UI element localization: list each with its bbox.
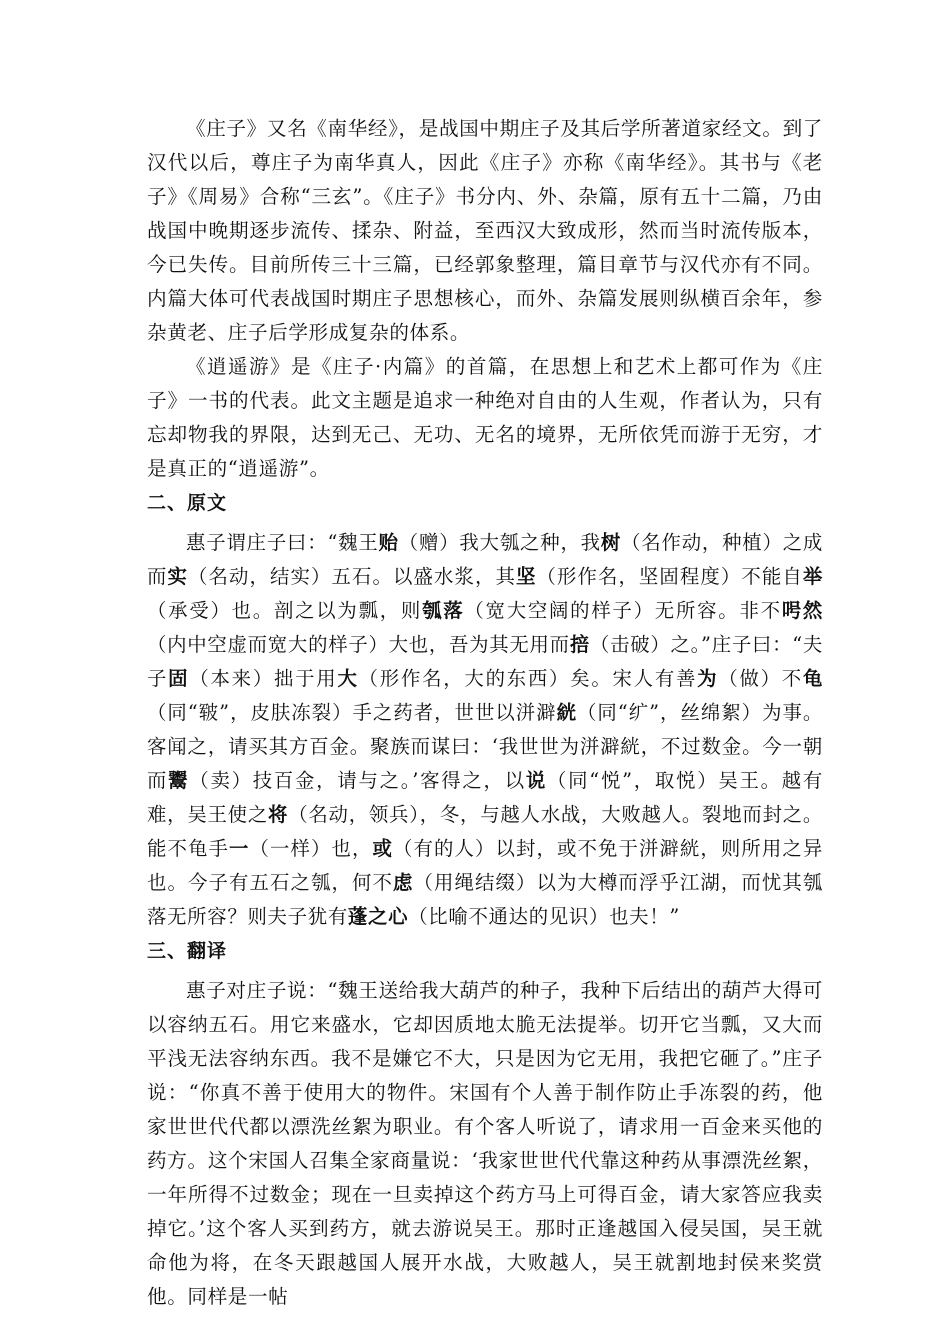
- annotated-term: 树: [600, 531, 622, 554]
- annotated-term: 大: [337, 667, 359, 690]
- annotated-term: 说: [525, 769, 547, 792]
- text-segment: （击破）之。”庄子曰：“夫子: [147, 633, 823, 690]
- annotated-term: 固: [168, 667, 190, 690]
- annotated-term: 瓠落: [422, 599, 465, 622]
- text-segment: （本来）拙于用: [189, 667, 338, 690]
- section-heading-translation: 三、翻译: [147, 940, 228, 962]
- annotated-term: 将: [268, 803, 289, 826]
- annotated-term: 实: [167, 565, 188, 588]
- text-segment: （名动，结实）五石。以盛水浆，其: [188, 565, 516, 588]
- annotated-term: 呺然: [781, 599, 824, 622]
- text-segment: （有的人）以封，或不免于洴澼絖，则所用之异也。今子有五石之瓠，何不: [147, 837, 824, 894]
- annotated-term: 坚: [515, 565, 537, 588]
- intro-paragraph-2: 《逍遥游》是《庄子·内篇》的首篇，在思想上和艺术上都可作为《庄子》一书的代表。此文主题是追求一种绝对自由的人生观，作者认为，只有忘却物我的界限，达到无己、无功、无名的境界，无所依凭而游于无穷，才是真正的“逍遥游”。: [147, 355, 823, 480]
- text-segment: （同“皲”，皮肤冻裂）手之药者，世世以洴澼: [147, 701, 557, 724]
- text-segment: （一样）也，: [249, 837, 373, 860]
- text-segment: （做）不: [718, 667, 803, 690]
- annotated-term: 贻: [378, 531, 399, 554]
- annotated-term: 蓬之心: [347, 905, 409, 928]
- text-segment: （赠）我大瓠之种，我: [398, 531, 601, 554]
- annotated-term: 虑: [392, 871, 414, 894]
- text-segment: （用绳结缀）以为大樽而浮乎江湖，而忧其瓠落无所容？则夫子犹有: [147, 871, 823, 928]
- annotated-term: 或: [372, 837, 393, 860]
- text-segment: （形作名，坚固程度）不能自: [536, 565, 803, 588]
- original-text-paragraph: [147, 526, 823, 934]
- translation-paragraph: 惠子对庄子说：“魏王送给我大葫芦的种子，我种下后结出的葫芦大得可以容纳五石。用它来盛水，它却因质地太脆无法提举。切开它当瓢，又大而平浅无法容纳东西。我不是嫌它不大，只是因为它无用，我把它砸了。”庄子说：“你真不善于使用大的物件。宋国有个人善于制作防止手冻裂的药，他家世世代代都以漂洗丝絮为职业。有个客人听说了，请求用一百金来买他的药方。这个宋国人召集全家商量说：‘我家世世代代靠这种药从事漂洗丝絮，一年所得不过数金；现在一旦卖掉这个药方马上可得百金，请大家答应我卖掉它。’这个客人买到药方，就去游说吴王。那时正逢越国入侵吴国，吴王就命他为将，在冬天跟越国人展开水战，大败越人，吴王就割地封侯来奖赏他。同样是一帖: [147, 979, 823, 1308]
- text-segment: （同“纩”，丝绵絮）为事。客闻之，请买其方百金。聚族而谋曰：‘我世世为洴澼絖，不过数金。今一朝而: [147, 701, 823, 792]
- intro-paragraph-1: 《庄子》又名《南华经》，是战国中期庄子及其后学所著道家经文。到了汉代以后，尊庄子为南华真人，因此《庄子》亦称《南华经》。其书与《老子》《周易》合称“三玄”。《庄子》书分内、外、杂篇，原有五十二篇，乃由战国中晚期逐步流传、揉杂、附益，至西汉大致成形，然而当时流传版本，今已失传。目前所传三十三篇，已经郭象整理，篇目章节与汉代亦有不同。内篇大体可代表战国时期庄子思想核心，而外、杂篇发展则纵横百余年，参杂黄老、庄子后学形成复杂的体系。: [147, 117, 823, 344]
- text-segment: （卖）技百金，请与之。’客得之，以: [189, 769, 526, 792]
- text-segment: （名动，领兵），冬，与越人水战，大败越人。裂地而封之。能不龟手: [147, 803, 824, 860]
- text-segment: （内中空虚而宽大的样子）大也，吾为其无用而: [147, 633, 570, 656]
- annotated-term: 掊: [569, 633, 590, 656]
- text-segment: （名作动，种植）之成而: [147, 531, 824, 588]
- text-segment: （形作名，大的东西）矣。宋人有善: [358, 667, 698, 690]
- document-page: [147, 112, 823, 1314]
- text-segment: （比喻不通达的见识）也夫！”: [408, 905, 680, 928]
- annotated-term: 鬻: [168, 769, 190, 792]
- annotated-term: 一: [229, 837, 250, 860]
- annotated-term: 举: [802, 565, 823, 588]
- annotated-term: 为: [697, 667, 719, 690]
- text-segment: （同“悦”，取悦）吴王。越有难，吴王使之: [147, 769, 824, 826]
- annotated-term: 絖: [556, 701, 577, 724]
- section-heading-original: 二、原文: [147, 492, 228, 514]
- annotated-term: 龟: [802, 667, 824, 690]
- text-segment: 惠子谓庄子曰：“魏王: [186, 531, 379, 554]
- text-segment: （宽大空阔的样子）无所容。非不: [464, 599, 782, 622]
- text-segment: （承受）也。剖之以为瓢，则: [147, 599, 423, 622]
